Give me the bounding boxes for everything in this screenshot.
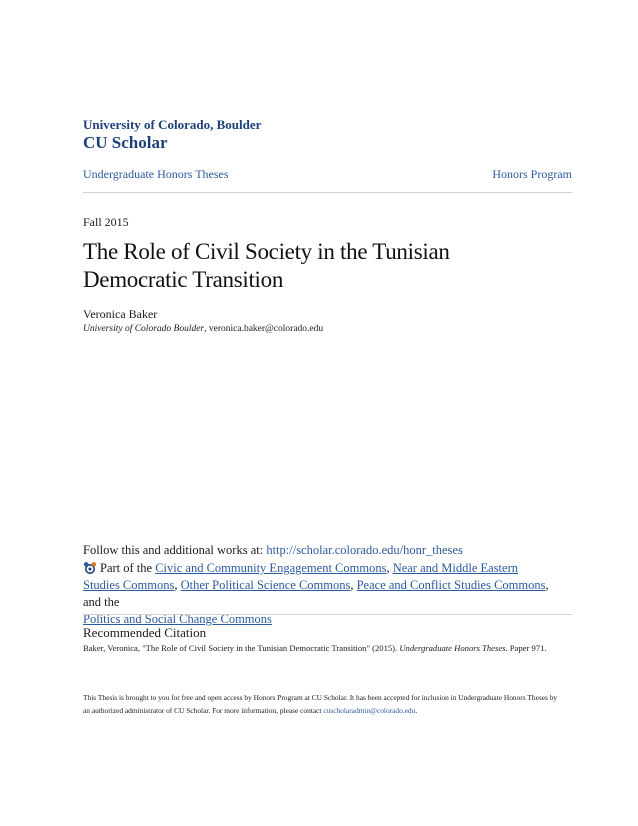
- affiliation-email: , veronica.baker@colorado.edu: [204, 324, 324, 334]
- commons-link-civic[interactable]: Civic and Community Engagement Commons: [155, 561, 387, 575]
- network-icon: [83, 561, 97, 574]
- citation-divider: [83, 614, 572, 615]
- notice-text: This Thesis is brought to you for free and open access by Honors Program at CU Scholar. It has been accepted for inclusion in Undergraduate Honors Theses by an authorized administrator of CU Scholar. For more information, please contact: [83, 693, 558, 715]
- affiliation-institution: University of Colorado Boulder: [83, 324, 205, 334]
- institution-name[interactable]: University of Colorado, Boulder: [83, 117, 262, 132]
- citation-text: [83, 643, 563, 653]
- publication-date: Fall 2015: [83, 215, 129, 229]
- access-notice: [83, 691, 563, 717]
- commons-and-the: , and the: [83, 578, 549, 609]
- author-name: Veronica Baker: [83, 307, 158, 321]
- commons-link-near-middle-eastern[interactable]: Near and Middle Eastern Studies Commons: [83, 561, 518, 592]
- title-line-2: Democratic Transition: [83, 267, 284, 292]
- follow-line: [83, 543, 463, 558]
- author-affiliation: [83, 324, 323, 334]
- part-of-prefix: Part of the: [100, 561, 156, 575]
- program-link[interactable]: Honors Program: [492, 167, 572, 181]
- recommended-citation-label: Recommended Citation: [83, 625, 207, 640]
- header-divider: [83, 192, 572, 193]
- commons-link-politics-social-change[interactable]: Politics and Social Change Commons: [83, 612, 272, 626]
- commons-link-peace-conflict[interactable]: Peace and Conflict Studies Commons: [356, 578, 546, 592]
- paper-title: [83, 238, 553, 294]
- collection-link[interactable]: Undergraduate Honors Theses: [83, 167, 229, 181]
- follow-label: Follow this and additional works at:: [83, 543, 267, 557]
- repository-name[interactable]: CU Scholar: [83, 133, 168, 152]
- commons-separator: ,: [386, 561, 393, 575]
- commons-separator: ,: [174, 578, 181, 592]
- commons-separator: ,: [350, 578, 357, 592]
- contact-email-link[interactable]: cuscholaradmin@colorado.edu: [323, 706, 416, 715]
- commons-link-other-political-science[interactable]: Other Political Science Commons: [180, 578, 351, 592]
- citation-end: . Paper 971.: [505, 643, 547, 653]
- notice-end: .: [415, 706, 418, 715]
- title-line-1: The Role of Civil Society in the Tunisian: [83, 239, 450, 264]
- citation-series: Undergraduate Honors Theses: [399, 643, 506, 653]
- citation-main: Baker, Veronica, "The Role of Civil Society in the Tunisian Democratic Transition" (2015).: [83, 643, 400, 653]
- part-of-commons: [83, 560, 553, 628]
- follow-url-link[interactable]: http://scholar.colorado.edu/honr_theses: [266, 543, 463, 557]
